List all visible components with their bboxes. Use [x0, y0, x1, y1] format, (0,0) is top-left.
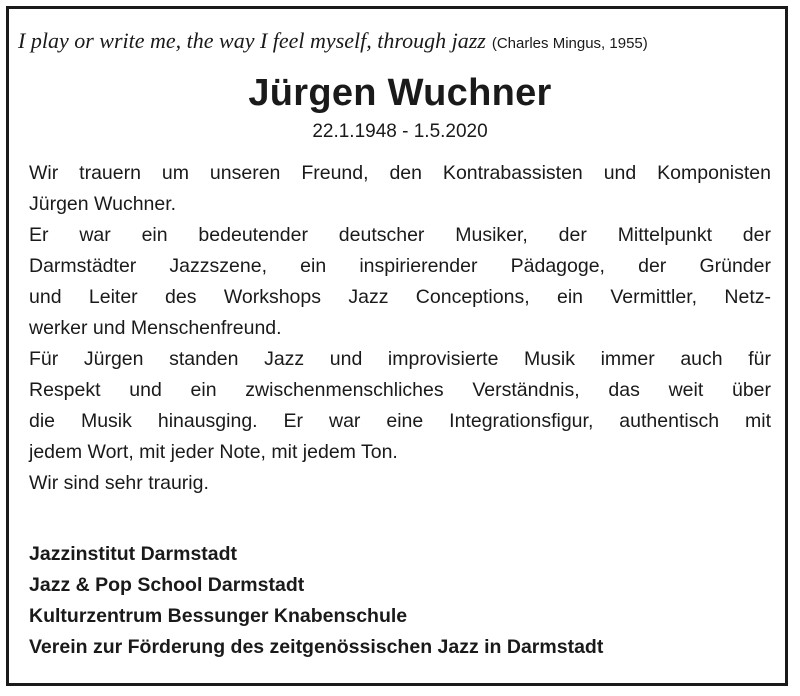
obituary-text: [29, 158, 771, 499]
body-line: Er war ein bedeutender deutscher Musiker, der Mittelpunkt der: [29, 224, 771, 246]
body-line: Für Jürgen standen Jazz und improvisierte Musik immer auch für: [29, 348, 771, 370]
body-line: und Leiter des Workshops Jazz Conceptions, ein Vermittler, Netz-: [29, 286, 771, 308]
body-line: Wir sind sehr traurig.: [29, 472, 209, 494]
signatory-jazz-pop-school: Jazz & Pop School Darmstadt: [29, 574, 305, 596]
body-line: Respekt und ein zwischenmenschliches Verständnis, das weit über: [29, 379, 771, 401]
body-line: die Musik hinausging. Er war eine Integrationsfigur, authentisch mit: [29, 410, 771, 432]
deceased-name: Jürgen Wuchner: [248, 72, 552, 114]
body-line: Jürgen Wuchner.: [29, 193, 177, 215]
life-dates: 22.1.1948 - 1.5.2020: [312, 121, 488, 142]
signatory-jazzinstitut: Jazzinstitut Darmstadt: [29, 543, 238, 565]
body-line: Darmstädter Jazzszene, ein inspirierender Pädagoge, der Gründer: [29, 255, 771, 277]
body-line: jedem Wort, mit jeder Note, mit jedem Ton.: [29, 441, 398, 463]
signatories: [29, 539, 771, 663]
epigraph-quote: [18, 26, 778, 56]
body-line: Wir trauern um unseren Freund, den Kontrabassisten und Komponisten: [29, 162, 771, 184]
signatory-jazz-verein: Verein zur Förderung des zeitgenössischen Jazz in Darmstadt: [29, 636, 604, 658]
quote-attribution: (Charles Mingus, 1955): [491, 35, 648, 52]
body-line: werker und Menschenfreund.: [29, 317, 282, 339]
quote-text: I play or write me, the way I feel myself, through jazz: [18, 28, 486, 53]
signatory-kulturzentrum: Kulturzentrum Bessunger Knabenschule: [29, 605, 408, 627]
